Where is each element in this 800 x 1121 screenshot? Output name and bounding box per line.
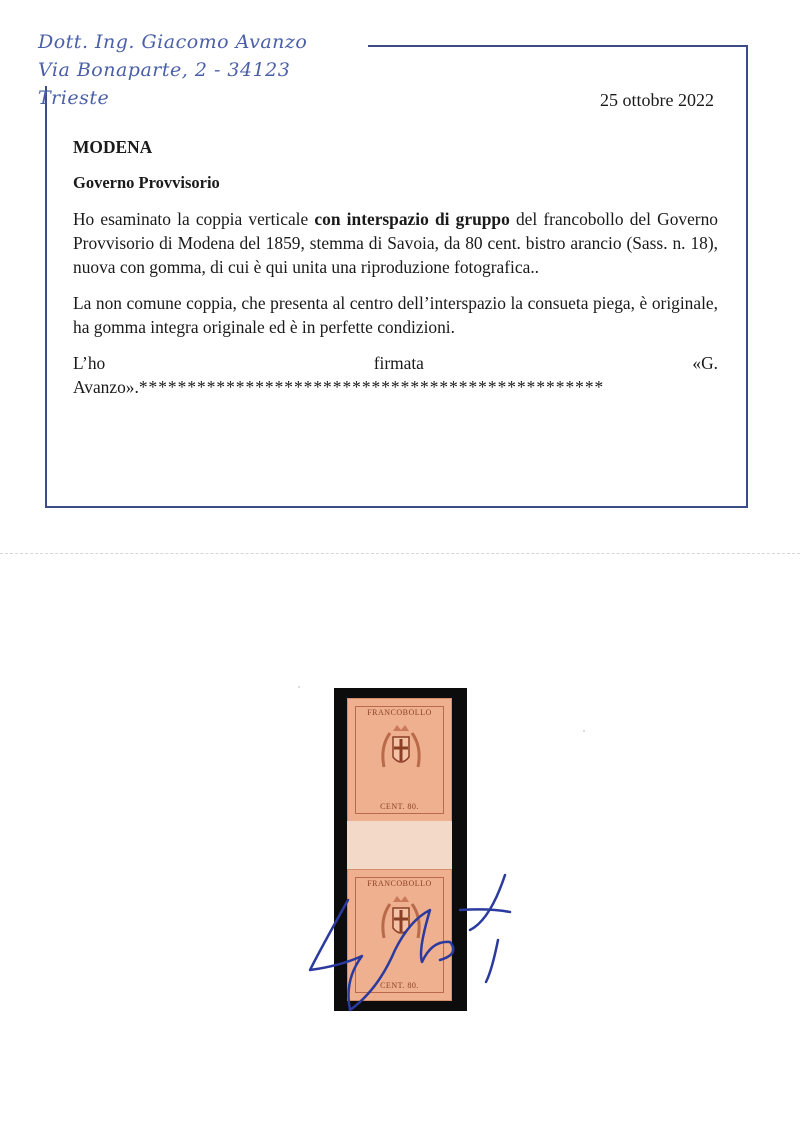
paragraph-description [73, 207, 718, 279]
description-highlight: con interspazio di gruppo [314, 209, 510, 229]
certificate-heading: MODENA [73, 137, 153, 157]
stamp-upper [347, 698, 452, 822]
savoy-shield-icon [380, 721, 422, 791]
handwritten-signature [300, 870, 530, 1020]
paragraph-condition: La non comune coppia, che presenta al centro dell’interspazio la consueta piega, è originale, ha gomma integra originale ed è in perfette condizioni. [73, 293, 718, 337]
stamp-bottom-label: CENT. 80. [380, 981, 419, 990]
stamp-top-label: FRANCOBOLLO [367, 708, 432, 717]
paragraph-signature-note [73, 351, 718, 399]
stamp-bottom-label: CENT. 80. [380, 802, 419, 811]
speck [583, 730, 585, 732]
description-rest: del francobollo del Governo Provvisorio di Modena del 1859, stemma di Savoia, da 80 cent. bistro arancio (Sass. n. 18), nuova con gomma, di cui è qui unita una riproduzione fotografica.. [73, 209, 718, 277]
letterhead-name: Dott. Ing. Giacomo Avanzo [38, 31, 308, 53]
certificate-subheading: Governo Provvisorio [73, 173, 220, 192]
speck [298, 686, 300, 688]
description-intro: Ho esaminato la coppia verticale [73, 209, 315, 229]
stamp-top-label: FRANCOBOLLO [367, 879, 432, 888]
certificate-body [73, 135, 718, 411]
letterhead [30, 28, 368, 109]
letterhead-address: Via Bonaparte, 2 - 34123 Trieste [38, 59, 291, 109]
certificate-date: 25 ottobre 2022 [600, 90, 714, 110]
star-filler: ************************************************ [138, 377, 605, 397]
stamp-gutter [347, 821, 452, 869]
signature-note-text: L’ho firmata «G. Avanzo». [73, 353, 718, 397]
fold-line [0, 553, 800, 554]
